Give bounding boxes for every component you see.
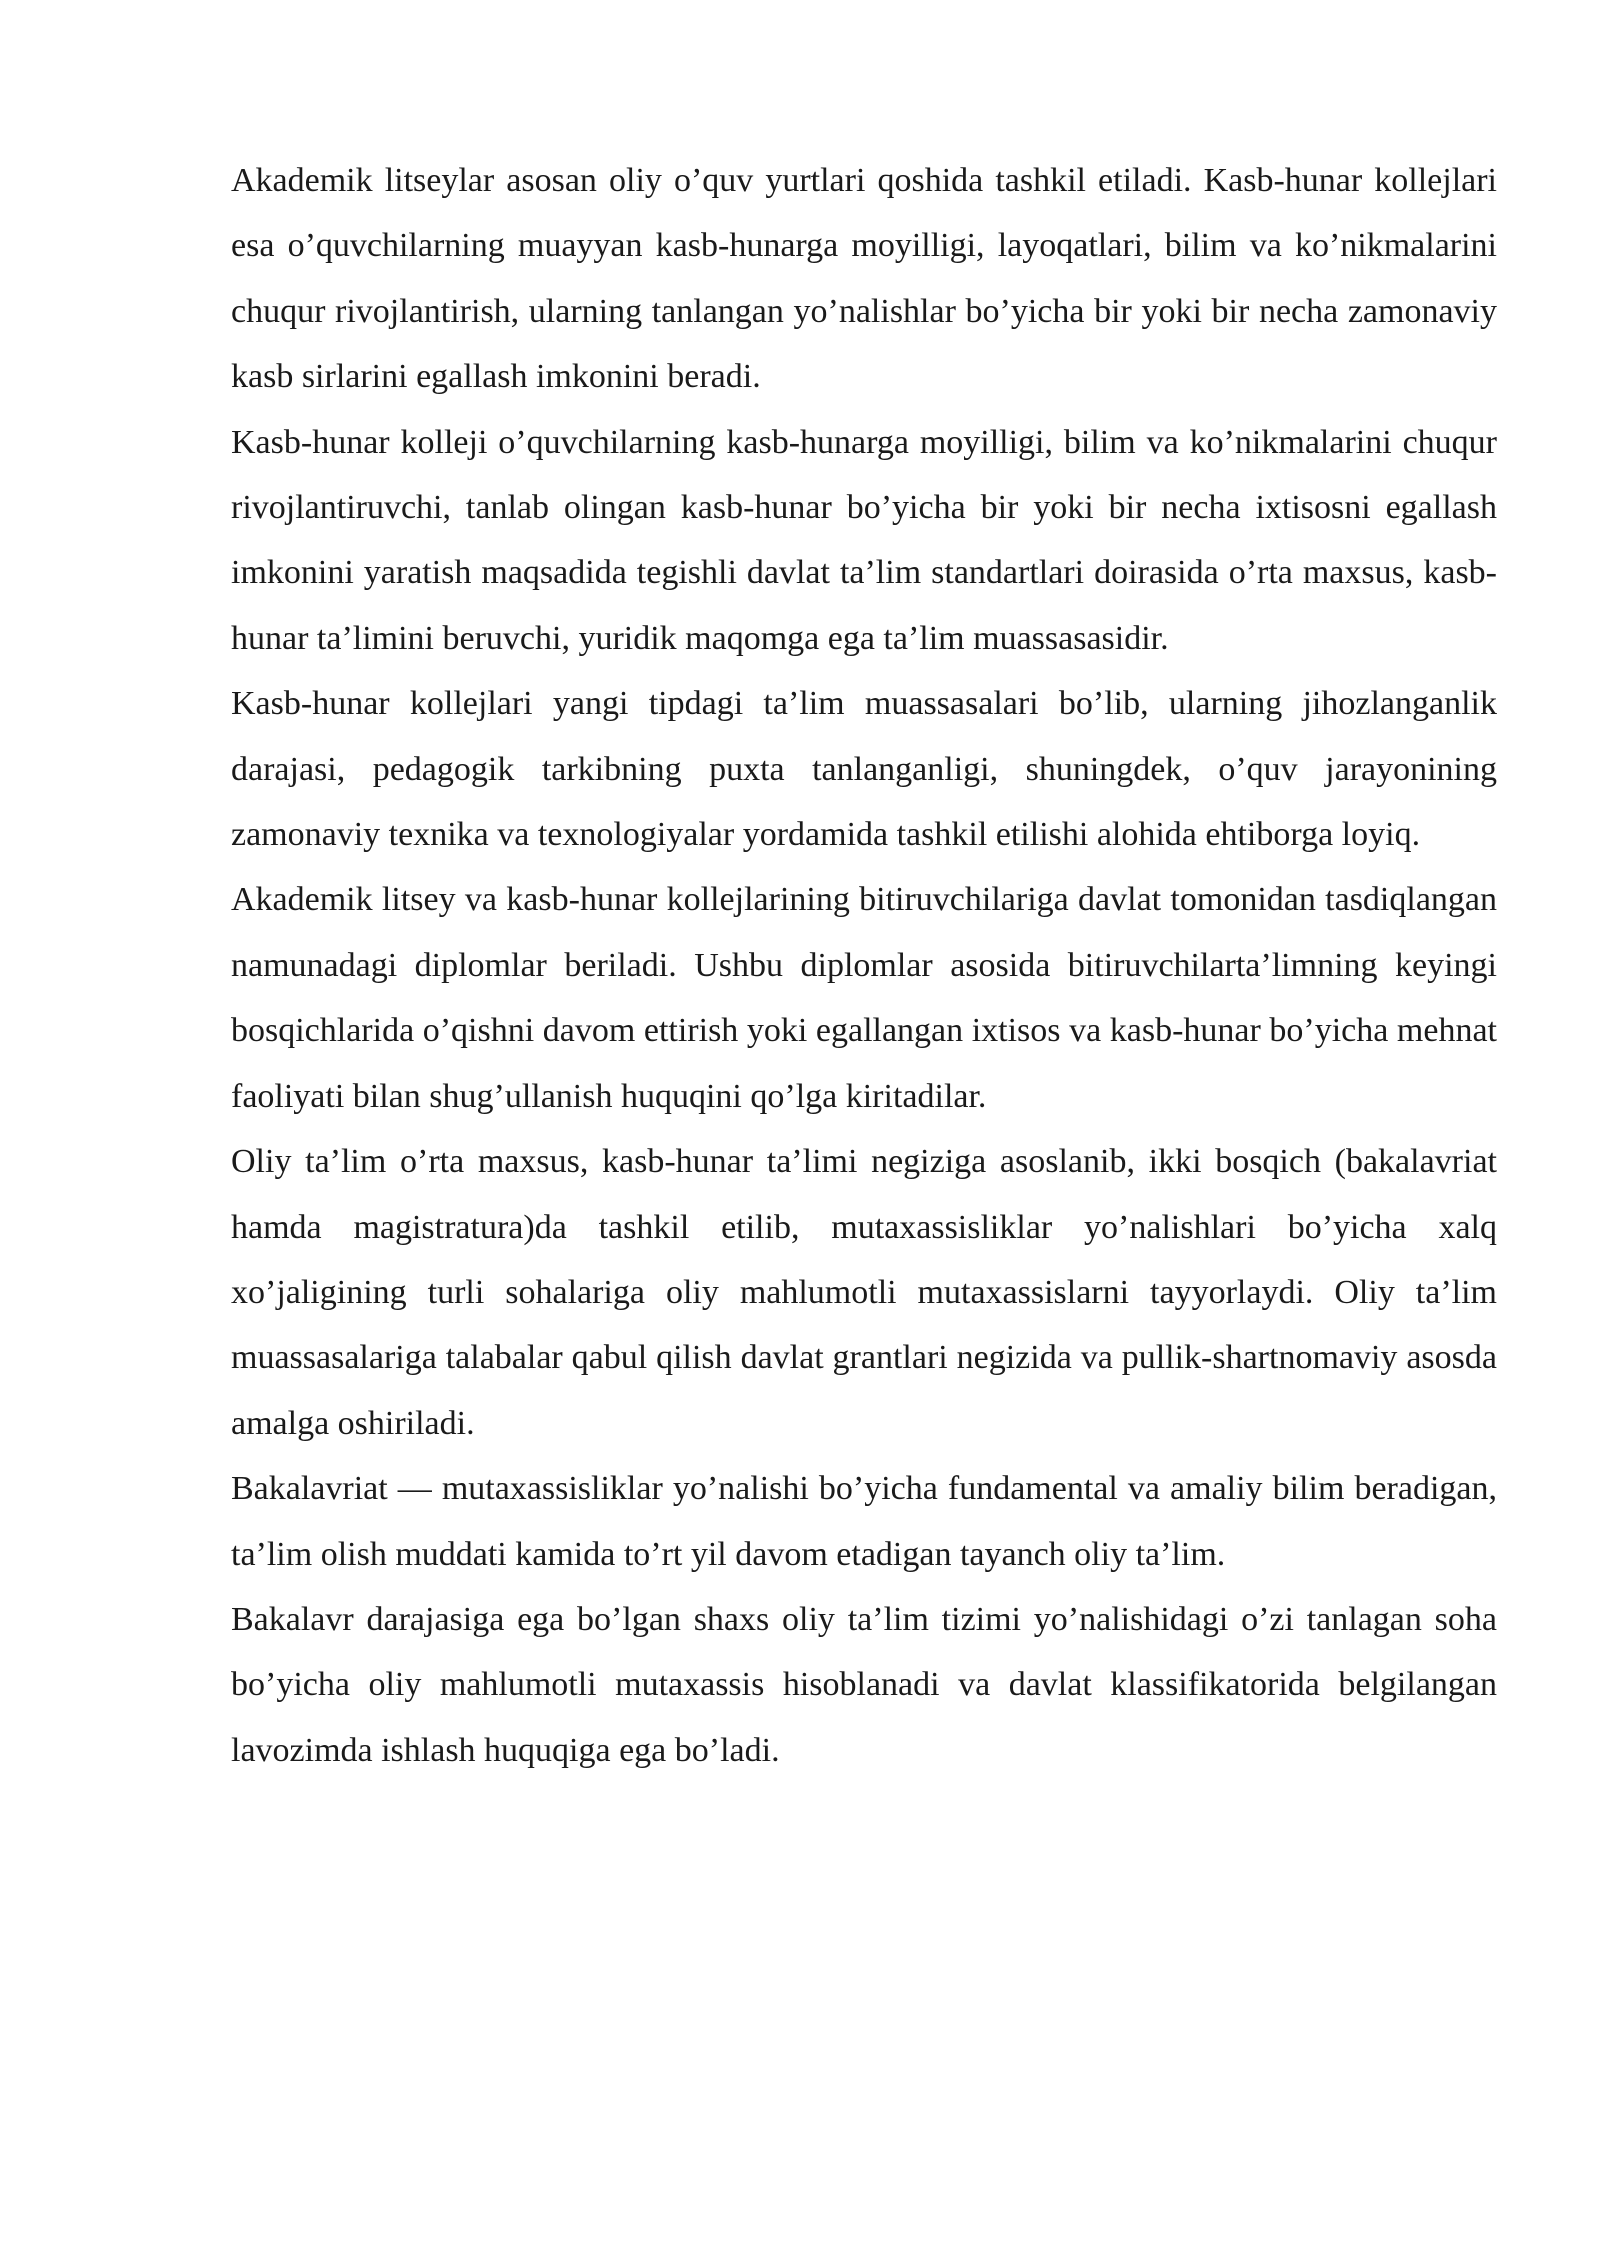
- paragraph-diplomas: Akademik litsey va kasb-hunar kollejlarining bitiruvchilariga davlat tomonidan tasdiqlangan namunadagi diplomlar beriladi. Ushbu diplomlar asosida bitiruvchilarta’limning keyingi bosqichlarida o’qishni davom ettirish yoki egallangan ixtisos va kasb-hunar bo’yicha mehnat faoliyati bilan shug’ullanish huquqini qo’lga kiritadilar.: [231, 881, 1497, 1115]
- paragraph-vocational-college-features: Kasb-hunar kollejlari yangi tipdagi ta’lim muassasalari bo’lib, ularning jihozlanganlik darajasi, pedagogik tarkibning puxta tanlanganligi, shuningdek, o’quv jarayonining zamonaviy texnika va texnologiyalar yordamida tashkil etilishi alohida ehtiborga loyiq.: [231, 685, 1497, 854]
- paragraph-higher-education: Oliy ta’lim o’rta maxsus, kasb-hunar ta’limi negiziga asoslanib, ikki bosqich (bakalavriat hamda magistratura)da tashkil etilib, mutaxassisliklar yo’nalishlari bo’yicha xalq xo’jaligining turli sohalariga oliy mahlumotli mutaxassislarni tayyorlaydi. Oliy ta’lim muassasalariga talabalar qabul qilish davlat grantlari negizida va pullik-shartnomaviy asosda amalga oshiriladi.: [231, 1143, 1497, 1442]
- paragraph-vocational-college-definition: Kasb-hunar kolleji o’quvchilarning kasb-hunarga moyilligi, bilim va ko’nikmalarini chuqur rivojlantiruvchi, tanlab olingan kasb-hunar bo’yicha bir yoki bir necha ixtisosni egallash imkonini yaratish maqsadida tegishli davlat ta’lim standartlari doirasida o’rta maxsus, kasb-hunar ta’limini beruvchi, yuridik maqomga ega ta’lim muassasasidir.: [231, 423, 1497, 657]
- document-body: [231, 148, 1497, 1783]
- paragraph-bachelor-program: Bakalavriat — mutaxassisliklar yo’nalishi bo’yicha fundamental va amaliy bilim beradigan, ta’lim olish muddati kamida to’rt yil davom etadigan tayanch oliy ta’lim.: [231, 1470, 1497, 1573]
- paragraph-academic-lyceums: Akademik litseylar asosan oliy o’quv yurtlari qoshida tashkil etiladi. Kasb-hunar kollejlari esa o’quvchilarning muayyan kasb-hunarga moyilligi, layoqatlari, bilim va ko’nikmalarini chuqur rivojlantirish, ularning tanlangan yo’nalishlar bo’yicha bir yoki bir necha zamonaviy kasb sirlarini egallash imkonini beradi.: [231, 162, 1497, 396]
- paragraph-bachelor-degree: Bakalavr darajasiga ega bo’lgan shaxs oliy ta’lim tizimi yo’nalishidagi o’zi tanlagan soha bo’yicha oliy mahlumotli mutaxassis hisoblanadi va davlat klassifikatorida belgilangan lavozimda ishlash huquqiga ega bo’ladi.: [231, 1600, 1497, 1769]
